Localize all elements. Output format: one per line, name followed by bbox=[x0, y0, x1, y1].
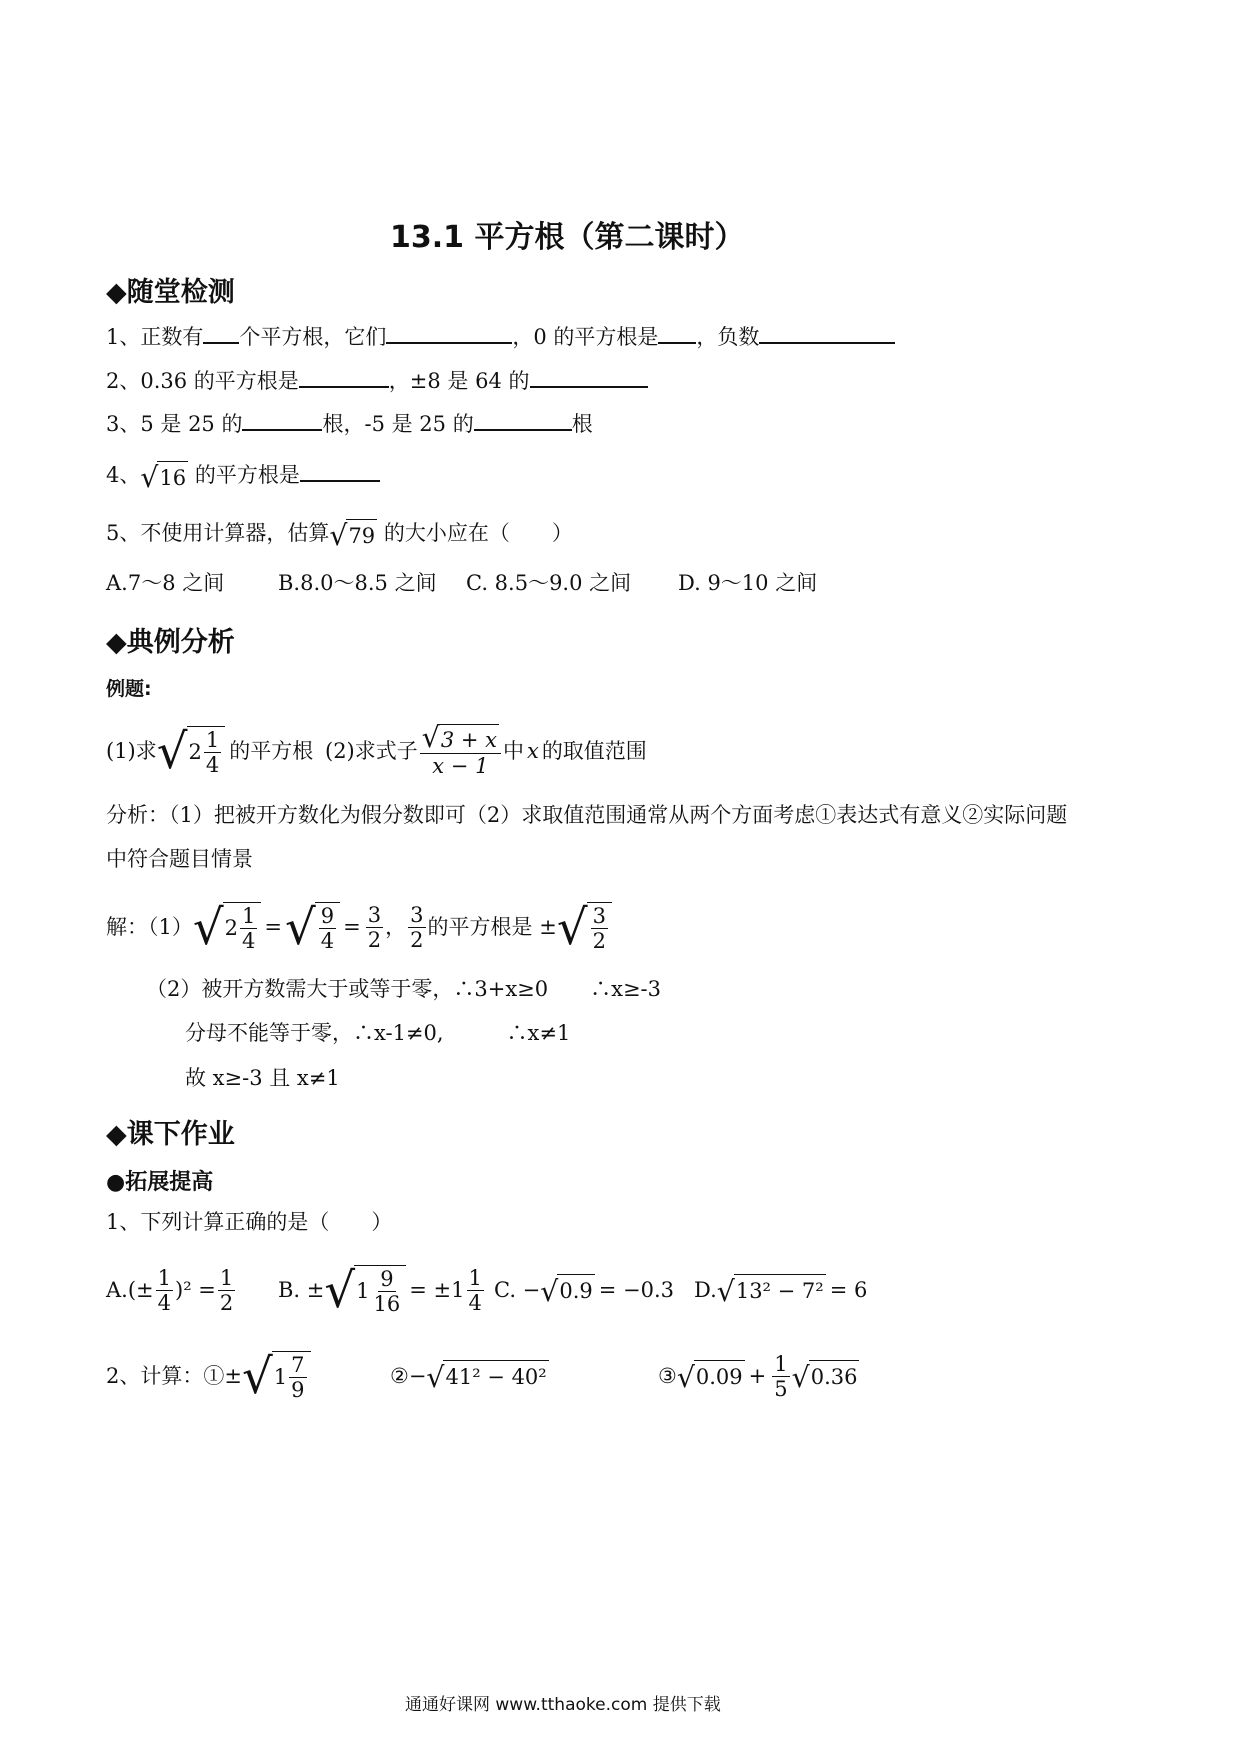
radical-sign: √ bbox=[421, 721, 440, 755]
radical-sign: √ bbox=[285, 900, 316, 957]
ex1-fraction bbox=[204, 728, 221, 777]
q3-text-a: 3、5 是 25 的 bbox=[106, 412, 243, 436]
sol-radical-1 bbox=[192, 900, 262, 957]
sol-den-1: 4 bbox=[242, 928, 256, 953]
subheading-extension: ●拓展提高 bbox=[106, 1170, 214, 1195]
q1-blank-1[interactable] bbox=[203, 322, 239, 344]
option-b-den: 16 bbox=[373, 1291, 401, 1316]
option-b-whole: 1 bbox=[356, 1279, 370, 1303]
sol-den-2: 4 bbox=[320, 928, 335, 953]
q2-fraction bbox=[289, 1353, 306, 1402]
option-b-radical bbox=[324, 1263, 406, 1320]
analysis-line-1: 分析：（1）把被开方数化为假分数即可（2）求取值范围通常从两个方面考虑①表达式有意义②实际问题 bbox=[106, 803, 1068, 827]
hw-question-1: 1、下列计算正确的是（ ） bbox=[106, 1210, 393, 1234]
option-a-result-num: 1 bbox=[219, 1265, 234, 1290]
radical-sign: √ bbox=[426, 1360, 445, 1394]
section-heading-example-analysis: ◆典例分析 bbox=[106, 627, 235, 658]
q4-radicand: 16 bbox=[157, 461, 188, 493]
sol-text: 的平方根是 ± bbox=[427, 915, 557, 939]
option-d-eq: = 6 bbox=[829, 1278, 868, 1302]
hw-option-d[interactable] bbox=[694, 1258, 867, 1322]
q1-blank-2[interactable] bbox=[386, 322, 512, 344]
option-c-eq: = −0.3 bbox=[598, 1278, 674, 1302]
q2-radical-3b bbox=[792, 1360, 860, 1392]
sol-radical-2 bbox=[285, 900, 340, 957]
option-d-radicand: 13² − 7² bbox=[734, 1274, 826, 1306]
sol-fraction-5 bbox=[591, 904, 608, 953]
radical-sign: √ bbox=[676, 1360, 695, 1394]
q2-part3-label: ③ bbox=[658, 1364, 677, 1388]
ex1-text-a: (1)求 bbox=[106, 739, 157, 763]
q5-radical bbox=[329, 519, 377, 551]
sol-eq-2: = bbox=[343, 915, 361, 939]
option-a-pm: (± bbox=[127, 1278, 154, 1302]
section-heading-homework: ◆课下作业 bbox=[106, 1119, 235, 1150]
sol-num-5: 3 bbox=[592, 903, 606, 928]
option-c-radicand: 0.9 bbox=[557, 1274, 594, 1306]
solution-2-line-2: 分母不能等于零，∴x-1≠0, ∴x≠1 bbox=[185, 1021, 571, 1045]
option-a-den: 4 bbox=[157, 1290, 172, 1315]
section-heading-classroom-check: ◆随堂检测 bbox=[106, 277, 235, 308]
option-b-result-num: 1 bbox=[468, 1265, 482, 1290]
q2-fraction-3 bbox=[772, 1352, 789, 1401]
q2-blank-1[interactable] bbox=[299, 366, 389, 388]
option-c-radical bbox=[540, 1274, 594, 1306]
sol-fraction-3 bbox=[366, 903, 383, 952]
sol-eq-1: = bbox=[264, 915, 283, 939]
ex1-text-b: 的平方根 bbox=[229, 739, 314, 763]
ex2-denominator: x − 1 bbox=[432, 753, 489, 778]
q1-text-c: ，0 的平方根是 bbox=[512, 325, 659, 349]
option-b-result-den: 4 bbox=[468, 1290, 482, 1315]
radical-sign: √ bbox=[192, 900, 224, 957]
sol-num-1: 1 bbox=[242, 903, 256, 928]
option-b-result bbox=[467, 1266, 484, 1315]
hw-question-2 bbox=[106, 1344, 311, 1408]
option-c-label: C. − bbox=[494, 1278, 541, 1302]
ex2-text-a: (2)求式子 bbox=[325, 739, 418, 763]
sol-den-4: 2 bbox=[410, 927, 424, 952]
option-a-fraction bbox=[156, 1266, 173, 1315]
option-d-radical bbox=[717, 1274, 826, 1306]
q5-option-b[interactable]: B.8.0～8.5 之间 bbox=[278, 571, 437, 595]
q2-radicand-3a: 0.09 bbox=[694, 1360, 745, 1392]
ex2-numerator-radical bbox=[421, 721, 499, 755]
sol-num-2: 9 bbox=[320, 903, 335, 928]
sol-num-3: 3 bbox=[367, 902, 382, 927]
radical-sign: √ bbox=[556, 900, 588, 957]
option-b-label: B. ± bbox=[278, 1278, 325, 1302]
hw-option-a[interactable] bbox=[106, 1258, 237, 1322]
option-d-label: D. bbox=[694, 1278, 717, 1302]
question-4 bbox=[106, 460, 380, 493]
ex1-whole: 2 bbox=[188, 740, 202, 764]
q4-text-b: 的平方根是 bbox=[194, 463, 300, 487]
q1-text-d: ，负数 bbox=[696, 325, 760, 349]
radical-sign: √ bbox=[241, 1349, 273, 1406]
sol-den-3: 2 bbox=[367, 927, 382, 952]
page-title: 13.1 平方根（第二课时） bbox=[390, 220, 745, 255]
q2-radical-2 bbox=[426, 1360, 548, 1392]
q5-text-a: 5、不使用计算器，估算 bbox=[106, 521, 330, 545]
option-a-exp: )² = bbox=[175, 1278, 216, 1302]
q2-num: 7 bbox=[291, 1352, 305, 1377]
radical-sign: √ bbox=[329, 519, 348, 553]
option-a-num: 1 bbox=[157, 1265, 172, 1290]
q2-calc-label: 2、计算：①± bbox=[106, 1364, 242, 1388]
sol-fraction-1 bbox=[240, 904, 257, 953]
q2-den: 9 bbox=[291, 1377, 305, 1402]
sol-den-5: 2 bbox=[592, 928, 606, 953]
radical-sign: √ bbox=[324, 1263, 356, 1320]
ex2-fraction bbox=[420, 721, 501, 778]
question-3 bbox=[106, 409, 593, 439]
q5-option-c[interactable]: C. 8.5～9.0 之间 bbox=[466, 571, 632, 595]
hw-question-2-part-2 bbox=[390, 1344, 549, 1408]
q2-radical-1 bbox=[241, 1349, 311, 1406]
example-2 bbox=[325, 716, 647, 786]
q3-text-b: 根，-5 是 25 的 bbox=[322, 412, 474, 436]
ex1-numerator: 1 bbox=[205, 727, 220, 752]
q1-text-a: 1、正数有 bbox=[106, 325, 204, 349]
solution-label: 解：（1） bbox=[106, 915, 193, 939]
ex2-variable: x bbox=[526, 739, 539, 763]
radical-sign: √ bbox=[156, 724, 188, 781]
example-1 bbox=[106, 716, 313, 786]
q2-den-3: 5 bbox=[774, 1376, 788, 1401]
radical-sign: √ bbox=[140, 461, 159, 495]
ex1-denominator: 4 bbox=[205, 752, 220, 777]
option-b-num: 9 bbox=[380, 1266, 394, 1291]
solution-1 bbox=[106, 892, 612, 962]
sol-comma: ， bbox=[385, 915, 407, 939]
sol-radical-3 bbox=[556, 900, 612, 957]
analysis-line-2: 中符合题目情景 bbox=[106, 847, 253, 871]
sol-fraction-2 bbox=[319, 904, 336, 953]
q4-radical bbox=[140, 461, 188, 493]
option-a-label: A. bbox=[106, 1278, 128, 1302]
q2-radicand-3b: 0.36 bbox=[809, 1360, 860, 1392]
q2-text-b: ，±8 是 64 的 bbox=[388, 369, 530, 393]
hw-option-b[interactable] bbox=[278, 1258, 486, 1322]
q4-text-a: 4、 bbox=[106, 463, 141, 487]
radical-sign: √ bbox=[540, 1274, 559, 1308]
q2-blank-2[interactable] bbox=[530, 366, 648, 388]
question-5 bbox=[106, 518, 573, 551]
solution-2-line-1: （2）被开方数需大于或等于零，∴3+x≥0 ∴x≥-3 bbox=[146, 977, 662, 1001]
page-footer: 通通好课网 www.tthaoke.com 提供下载 bbox=[405, 1695, 721, 1715]
radical-sign: √ bbox=[716, 1274, 735, 1308]
solution-2-line-3: 故 x≥-3 且 x≠1 bbox=[185, 1066, 340, 1090]
ex1-radical bbox=[156, 724, 226, 781]
sol-fraction-4 bbox=[408, 903, 425, 952]
question-2 bbox=[106, 366, 648, 396]
q1-text-b: 个平方根，它们 bbox=[239, 325, 387, 349]
ex2-text-b: 中 bbox=[502, 739, 524, 763]
option-a-result-den: 2 bbox=[219, 1290, 234, 1315]
sol-whole: 2 bbox=[224, 916, 239, 940]
q3-blank-1[interactable] bbox=[242, 409, 322, 431]
q3-blank-2[interactable] bbox=[474, 409, 572, 431]
q1-blank-4[interactable] bbox=[759, 322, 895, 344]
ex2-numerator: 3 + x bbox=[439, 724, 499, 752]
option-a-result bbox=[218, 1266, 235, 1315]
sol-num-4: 3 bbox=[410, 902, 424, 927]
q5-radicand: 79 bbox=[346, 519, 377, 551]
q2-part2-label: ②− bbox=[390, 1364, 427, 1388]
q1-blank-3[interactable] bbox=[658, 322, 696, 344]
q2-num-3: 1 bbox=[774, 1351, 788, 1376]
option-b-eq: = ±1 bbox=[409, 1278, 465, 1302]
option-b-fraction bbox=[372, 1267, 403, 1316]
q5-option-a[interactable]: A.7～8 之间 bbox=[106, 571, 225, 595]
q5-text-b: 的大小应在（ ） bbox=[383, 521, 573, 545]
ex2-text-c: 的取值范围 bbox=[541, 739, 647, 763]
q2-whole: 1 bbox=[273, 1365, 288, 1389]
example-label: 例题: bbox=[106, 678, 152, 700]
q3-text-c: 根 bbox=[571, 412, 593, 436]
q2-text-a: 2、0.36 的平方根是 bbox=[106, 369, 299, 393]
q2-radical-3a bbox=[677, 1360, 745, 1392]
q2-radicand-2: 41² − 40² bbox=[443, 1360, 548, 1392]
question-1 bbox=[106, 322, 895, 352]
hw-question-2-part-3 bbox=[658, 1344, 859, 1408]
q2-plus: + bbox=[748, 1364, 767, 1388]
hw-option-c[interactable] bbox=[494, 1258, 674, 1322]
q5-option-d[interactable]: D. 9～10 之间 bbox=[678, 571, 818, 595]
q4-blank[interactable] bbox=[300, 460, 380, 482]
radical-sign: √ bbox=[791, 1360, 810, 1394]
